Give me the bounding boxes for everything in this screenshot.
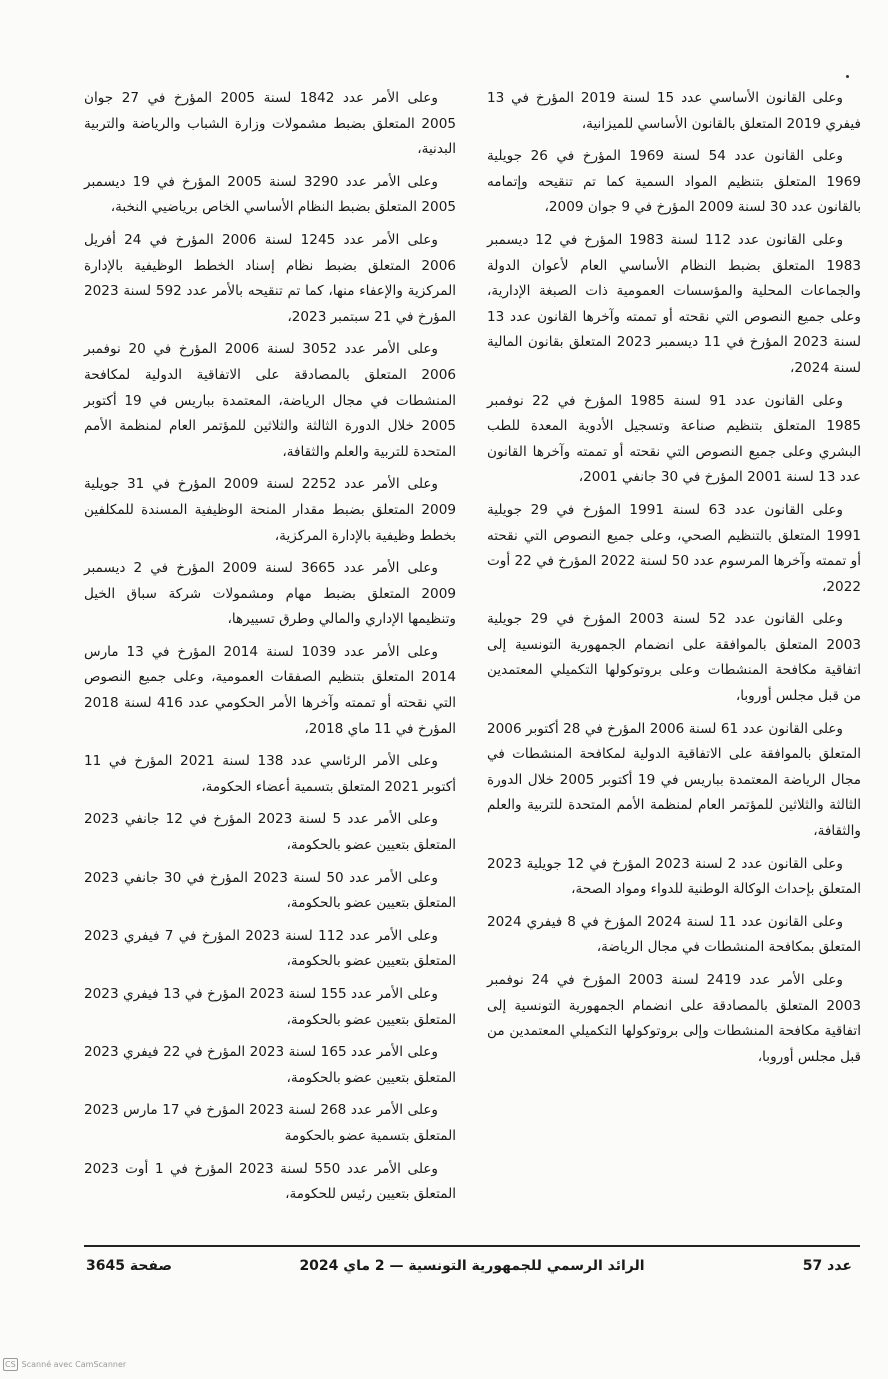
paragraph: وعلى القانون عدد 54 لسنة 1969 المؤرخ في 26 جويلية 1969 المتعلق بتنظيم المواد السمية كما تم تنقيحه وإتمامه بالقانون عدد 30 لسنة 2009 المؤرخ في 9 جوان 2009،	[487, 148, 861, 216]
gazette-title-date: الرائد الرسمي للجمهورية التونسية — 2 ماي 2024	[299, 1257, 645, 1274]
paragraph: وعلى الأمر عدد 2419 لسنة 2003 المؤرخ في 24 نوفمبر 2003 المتعلق بالمصادقة على انضمام الجمهورية التونسية إلى اتفاقية مكافحة المنشطات وإلى بروتوكولها التكميلي المعتمدين من قبل مجلس أوروبا،	[487, 972, 861, 1065]
paragraph: وعلى الأمر عدد 165 لسنة 2023 المؤرخ في 22 فيفري 2023 المتعلق بتعيين عضو بالحكومة،	[84, 1044, 456, 1086]
camscanner-watermark	[3, 1358, 861, 1371]
paragraph: وعلى الأمر عدد 155 لسنة 2023 المؤرخ في 13 فيفري 2023 المتعلق بتعيين عضو بالحكومة،	[84, 986, 456, 1028]
paragraph: وعلى الأمر عدد 50 لسنة 2023 المؤرخ في 30 جانفي 2023 المتعلق بتعيين عضو بالحكومة،	[84, 869, 456, 912]
footer-divider	[84, 1245, 860, 1247]
scan-speck	[846, 75, 849, 78]
text-columns	[84, 86, 861, 1215]
paragraph: وعلى الأمر عدد 550 لسنة 2023 المؤرخ في 1 أوت 2023 المتعلق بتعيين رئيس للحكومة،	[84, 1160, 456, 1203]
paragraph: وعلى القانون عدد 2 لسنة 2023 المؤرخ في 12 جويلية 2023 المتعلق بإحداث الوكالة الوطنية للدواء ومواد الصحة،	[487, 855, 861, 898]
paragraph: وعلى القانون عدد 91 لسنة 1985 المؤرخ في 22 نوفمبر 1985 المتعلق بتنظيم صناعة وتسجيل الأدوية المعدة للطب البشري وعلى جميع النصوص التي نقحته أو تممته وآخرها القانون عدد 13 لسنة 2001 المؤرخ في 30 جانفي 2001،	[487, 392, 861, 486]
paragraph: وعلى الأمر عدد 3052 لسنة 2006 المؤرخ في 20 نوفمبر 2006 المتعلق بالمصادقة على الاتفاقية الدولية لمكافحة المنشطات في مجال الرياضة، المعتمدة بباريس في 19 أكتوبر 2005 خلال الدورة الثالثة والثلاثين للمؤتمر العام لمنظمة الأمم المتحدة للتربية والعلم والثقافة،	[84, 341, 456, 460]
paragraph: وعلى الأمر عدد 112 لسنة 2023 المؤرخ في 7 فيفري 2023 المتعلق بتعيين عضو بالحكومة،	[84, 927, 456, 970]
camscanner-logo-icon: CS	[5, 1359, 16, 1369]
paragraph: وعلى القانون عدد 61 لسنة 2006 المؤرخ في 28 أكتوبر 2006 المتعلق بالموافقة على الاتفاقية الدولية لمكافحة المنشطات في مجال الرياضة المعتمدة بباريس في 19 أكتوبر 2005 خلال الدورة الثالثة والثلاثين للمؤتمر العام لمنظمة الأمم المتحدة للتربية والعلم والثقافة،	[487, 720, 861, 840]
paragraph: وعلى الأمر عدد 1039 لسنة 2014 المؤرخ في 13 مارس 2014 المتعلق بتنظيم الصفقات العمومية، وعلى جميع النصوص التي نقحته أو تممته وآخرها الأمر الحكومي عدد 416 لسنة 2018 المؤرخ في 11 ماي 2018،	[84, 643, 456, 737]
paragraph: وعلى الأمر عدد 268 لسنة 2023 المؤرخ في 17 مارس 2023 المتعلق بتسمية عضو بالحكومة	[84, 1102, 456, 1144]
paragraph: وعلى الأمر الرئاسي عدد 138 لسنة 2021 المؤرخ في 11 أكتوبر 2021 المتعلق بتسمية أعضاء الحكومة،	[84, 753, 456, 795]
paragraph: وعلى الأمر عدد 3665 لسنة 2009 المؤرخ في 2 ديسمبر 2009 المتعلق بضبط مهام ومشمولات شركة سباق الخيل وتنظيمها الإداري والمالي وطرق تسييرها،	[84, 560, 456, 628]
page-footer	[84, 1254, 860, 1278]
right-column	[487, 86, 861, 1077]
paragraph: وعلى القانون عدد 63 لسنة 1991 المؤرخ في 29 جويلية 1991 المتعلق بالتنظيم الصحي، وعلى جميع النصوص التي نقحته أو تممته وآخرها المرسوم عدد 50 لسنة 2022 المؤرخ في 22 أوت 2022،	[487, 501, 861, 595]
paragraph: وعلى الأمر عدد 1842 لسنة 2005 المؤرخ في 27 جوان 2005 المتعلق بضبط مشمولات وزارة الشباب والرياضة والتربية البدنية،	[84, 90, 456, 158]
paragraph: وعلى القانون عدد 11 لسنة 2024 المؤرخ في 8 فيفري 2024 المتعلق بمكافحة المنشطات في مجال الرياضة،	[487, 913, 861, 956]
page-number: صفحة 3645	[86, 1257, 173, 1274]
paragraph: وعلى الأمر عدد 5 لسنة 2023 المؤرخ في 12 جانفي 2023 المتعلق بتعيين عضو بالحكومة،	[84, 811, 456, 854]
left-column	[84, 86, 456, 1215]
paragraph: وعلى الأمر عدد 1245 لسنة 2006 المؤرخ في 24 أفريل 2006 المتعلق بضبط نظام إسناد الخطط الوظيفية بالإدارة المركزية والإعفاء منها، كما تم تنقيحه بالأمر عدد 592 لسنة 2023 المؤرخ في 21 سبتمبر 2023،	[84, 231, 456, 325]
paragraph: وعلى الأمر عدد 3290 لسنة 2005 المؤرخ في 19 ديسمبر 2005 المتعلق بضبط النظام الأساسي الخاص برياضيي النخبة،	[84, 173, 456, 216]
paragraph: وعلى القانون عدد 112 لسنة 1983 المؤرخ في 12 ديسمبر 1983 المتعلق بضبط النظام الأساسي العام لأعوان الدولة والجماعات المحلية والمؤسسات العمومية ذات الصبغة الإدارية، وعلى جميع النصوص التي نقحته أو تممته وآخرها القانون عدد 13 لسنة 2023 المؤرخ في 11 ديسمبر 2023 المتعلق بقانون المالية لسنة 2024،	[487, 231, 862, 376]
paragraph: وعلى الأمر عدد 2252 لسنة 2009 المؤرخ في 31 جويلية 2009 المتعلق بضبط مقدار المنحة الوظيفية المسندة للمكلفين بخطط وظيفية بالإدارة المركزية،	[84, 476, 456, 544]
watermark-text: Scanné avec CamScanner	[21, 1359, 127, 1369]
paragraph: وعلى القانون الأساسي عدد 15 لسنة 2019 المؤرخ في 13 فيفري 2019 المتعلق بالقانون الأساسي للميزانية،	[487, 90, 861, 132]
issue-number: عدد 57	[802, 1257, 852, 1274]
paragraph: وعلى القانون عدد 52 لسنة 2003 المؤرخ في 29 جويلية 2003 المتعلق بالموافقة على انضمام الجمهورية التونسية إلى اتفاقية مكافحة المنشطات وعلى بروتوكولها التكميلي المعتمدين من قبل مجلس أوروبا،	[487, 611, 861, 705]
